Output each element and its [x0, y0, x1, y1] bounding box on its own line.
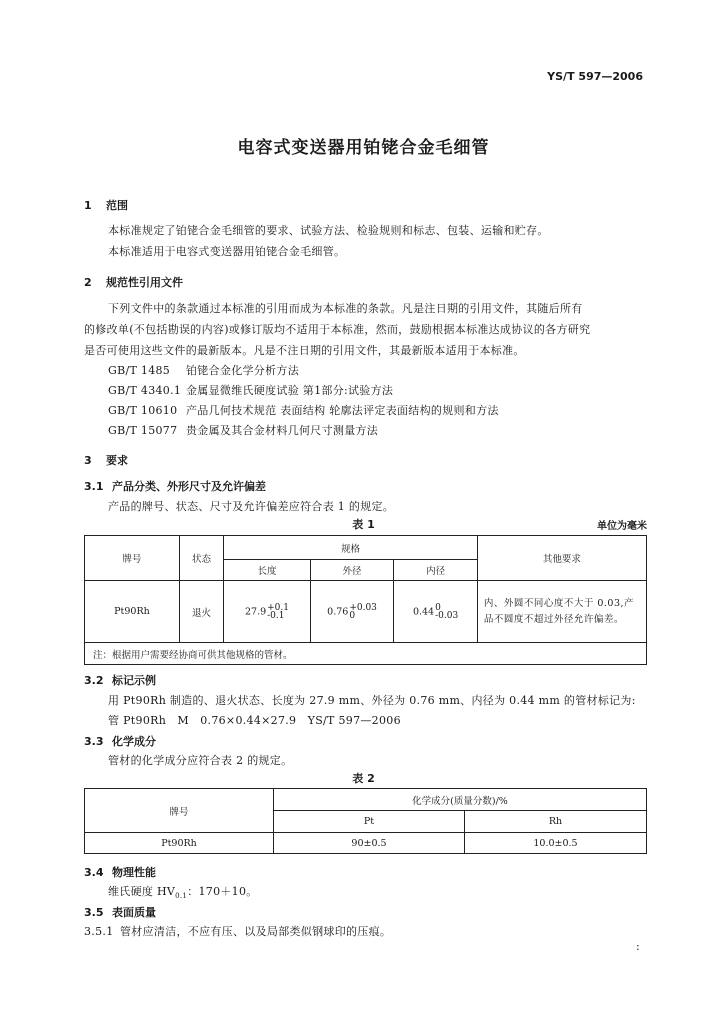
section-title: 产品分类、外形尺寸及允许偏差 — [112, 480, 266, 493]
section-title: 表面质量 — [112, 906, 156, 919]
table-row — [85, 581, 647, 643]
scope-paragraph-2: 本标准适用于电容式变送器用铂铑合金毛细管。 — [108, 245, 346, 258]
section-title: 物理性能 — [112, 866, 156, 879]
marking-example-line-1: 用 Pt90Rh 制造的、退火状态、长度为 27.9 mm、外径为 0.76 mm、内径为 0.44 mm 的管材标记为: — [108, 694, 636, 707]
section-number: 2 — [84, 276, 92, 289]
references-text-line-2: 的修改单(不包括勘误的内容)或修订版均不适用于本标准，然而，鼓励根据本标准达成协议的各方研究 — [84, 323, 591, 336]
reference-code: GB/T 10610 — [108, 404, 178, 417]
section-title: 规范性引用文件 — [106, 276, 183, 289]
section-title: 化学成分 — [112, 735, 156, 748]
references-text-line-1: 下列文件中的条款通过本标准的引用而成为本标准的条款。凡是注日期的引用文件，其随后所有 — [108, 302, 583, 315]
cell-rh: 10.0±0.5 — [465, 833, 647, 854]
reference-title: 金属显微维氏硬度试验 第1部分:试验方法 — [186, 384, 394, 397]
section-number: 3 — [84, 454, 92, 467]
header-grade: 牌号 — [85, 789, 274, 833]
table1-unit: 单位为毫米 — [597, 521, 647, 532]
table-2 — [84, 788, 647, 854]
section-title: 范围 — [106, 199, 128, 212]
section-number: 3.5.1 — [84, 925, 114, 938]
table-row — [85, 833, 647, 854]
cell-length — [224, 581, 311, 643]
header-pt: Pt — [274, 811, 465, 833]
cell-pt: 90±0.5 — [274, 833, 465, 854]
page-mark: : — [636, 940, 641, 953]
tol-lower: -0.03 — [435, 610, 459, 621]
tol-upper: 0 — [435, 602, 441, 613]
section-title: 要求 — [106, 454, 128, 467]
section-number: 3.4 — [84, 866, 104, 879]
reference-item — [108, 362, 299, 378]
section-number: 3.3 — [84, 735, 104, 748]
header-other: 其他要求 — [477, 536, 646, 581]
hardness-subscript: 0.1 — [175, 892, 188, 901]
id-value: 0.44 — [412, 606, 435, 617]
document-title: 电容式变送器用铂铑合金毛细管 — [237, 138, 490, 158]
section-2-heading — [84, 274, 183, 290]
section-number: 3.1 — [84, 480, 104, 493]
reference-item — [108, 402, 499, 418]
cell-grade: Pt90Rh — [85, 581, 180, 643]
standard-number: YS/T 597—2006 — [547, 70, 643, 83]
table1-intro: 产品的牌号、状态、尺寸及允许偏差应符合表 1 的规定。 — [108, 500, 395, 513]
cell-grade: Pt90Rh — [85, 833, 274, 854]
reference-item — [108, 422, 378, 438]
section-3-5-1 — [84, 923, 391, 939]
cell-state: 退火 — [179, 581, 223, 643]
section-3-4-heading — [84, 864, 156, 880]
section-number: 3.5 — [84, 906, 104, 919]
cell-od — [310, 581, 394, 643]
reference-item — [108, 382, 393, 398]
cell-other: 内、外圆不同心度不大于 0.03,产品不圆度不超过外径允许偏差。 — [477, 581, 646, 643]
table1-note: 注：根据用户需要经协商可供其他规格的管材。 — [85, 643, 647, 665]
table2-caption: 表 2 — [352, 772, 375, 785]
header-id: 内径 — [394, 560, 478, 581]
table-1 — [84, 535, 647, 665]
od-tolerance — [349, 604, 377, 620]
reference-title: 产品几何技术规范 表面结构 轮廓法评定表面结构的规则和方法 — [186, 404, 499, 417]
tol-upper: +0.1 — [267, 602, 289, 613]
section-text: 管材应清洁，不应有压、以及局部类似钢球印的压痕。 — [120, 925, 392, 938]
header-length: 长度 — [224, 560, 311, 581]
section-number: 3.2 — [84, 674, 104, 687]
scope-paragraph-1: 本标准规定了铂铑合金毛细管的要求、试验方法、检验规则和标志、包装、运输和贮存。 — [108, 224, 549, 237]
tol-lower: 0 — [349, 610, 356, 621]
od-value: 0.76 — [327, 606, 349, 617]
reference-title: 铂铑合金化学分析方法 — [186, 364, 299, 377]
header-composition: 化学成分(质量分数)/% — [274, 789, 647, 811]
table1-caption: 表 1 — [352, 518, 375, 531]
reference-code: GB/T 4340.1 — [108, 384, 182, 397]
header-od: 外径 — [310, 560, 394, 581]
hardness-label: 维氏硬度 HV — [108, 885, 176, 898]
hardness-value: ：170＋10。 — [187, 885, 258, 898]
section-3-5-heading — [84, 904, 156, 920]
length-tolerance — [267, 604, 289, 620]
header-state: 状态 — [179, 536, 223, 581]
section-3-2-heading — [84, 672, 156, 688]
section-title: 标记示例 — [112, 674, 156, 687]
reference-title: 贵金属及其合金材料几何尺寸测量方法 — [186, 424, 379, 437]
tol-upper: +0.03 — [349, 602, 377, 613]
marking-example-line-2: 管 Pt90Rh M 0.76×0.44×27.9 YS/T 597—2006 — [108, 714, 401, 727]
header-rh: Rh — [465, 811, 647, 833]
table2-intro: 管材的化学成分应符合表 2 的规定。 — [108, 754, 293, 767]
hardness-text — [108, 883, 258, 900]
references-text-line-3: 是否可使用这些文件的最新版本。凡是不注日期的引用文件，其最新版本适用于本标准。 — [84, 344, 525, 357]
section-1-heading — [84, 197, 128, 213]
reference-code: GB/T 1485 — [108, 364, 171, 377]
section-number: 1 — [84, 199, 92, 212]
section-3-3-heading — [84, 733, 156, 749]
id-tolerance — [435, 604, 458, 620]
section-3-1-heading — [84, 478, 266, 494]
length-value: 27.9 — [244, 606, 267, 617]
header-grade: 牌号 — [85, 536, 180, 581]
reference-code: GB/T 15077 — [108, 424, 178, 437]
section-3-heading — [84, 452, 128, 468]
cell-id — [394, 581, 478, 643]
tol-lower: -0.1 — [267, 610, 285, 621]
header-spec: 规格 — [224, 536, 478, 560]
